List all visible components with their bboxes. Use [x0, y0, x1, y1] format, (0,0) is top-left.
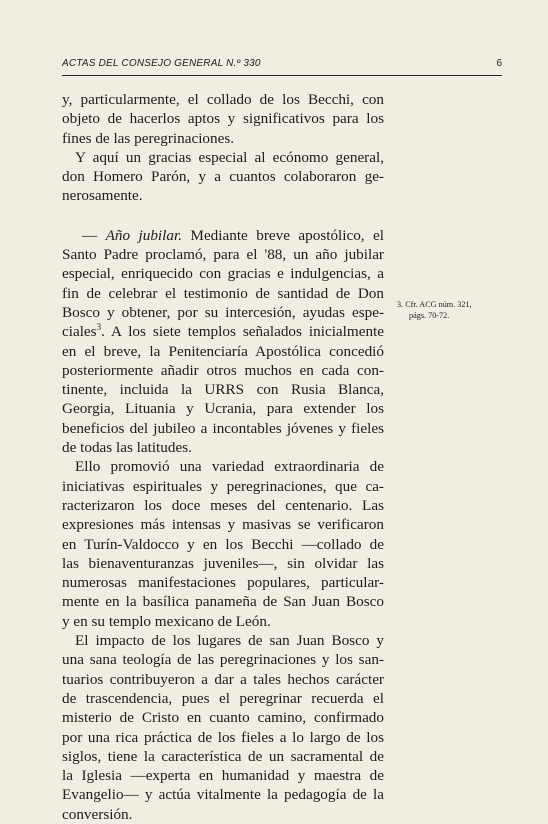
paragraph-2	[62, 148, 384, 206]
text-line: una sana teología de las peregrinaciones y los san-	[62, 651, 384, 669]
footnote-line: 3. Cfr. ACG núm. 321,	[397, 300, 472, 309]
text-line: racterizaron los doce meses del centenario. Las	[62, 496, 384, 514]
text-line: y en su templo mexicano de León.	[62, 612, 271, 630]
text-line: mente en la basílica panameña de San Juan Bosco	[62, 593, 384, 611]
text-line: Santo Padre proclamó, para el '88, un año jubilar	[62, 246, 384, 264]
text-line: Georgia, Lituania y Ucrania, para extender los	[62, 400, 384, 418]
text-line: de todas las latitudes.	[62, 439, 192, 457]
header-title: ACTAS DEL CONSEJO GENERAL N.º 330	[62, 58, 261, 69]
text-line: fines de las peregrinaciones.	[62, 129, 235, 147]
text-line: expresiones más intensas y masivas se verificaron	[62, 516, 384, 534]
text-line: de trascendencia, pues el peregrinar recuerda el	[62, 689, 384, 707]
text-line: por una rica práctica de los fieles a lo largo de los	[62, 728, 384, 746]
text-line: especial, enriquecido con gracias e indulgencias, a	[62, 265, 384, 283]
text-line: iniciativas espirituales y peregrinaciones, que ca-	[62, 477, 384, 495]
text-line: en el breve, la Penitenciaría Apostólica concedió	[62, 342, 384, 360]
text-line: Bosco y obtener, por su intercesión, ayudas espe-	[62, 303, 384, 321]
text-line: objeto de hacerlos aptos y significativos para los	[62, 110, 384, 128]
text-line: misterio de Cristo en cuanto camino, confirmado	[62, 709, 384, 727]
paragraph-4	[62, 457, 384, 631]
text-line: en Turín-Valdocco y en los Becchi —collado de	[62, 535, 384, 553]
running-header	[62, 57, 502, 76]
footnote-ref: 3	[96, 322, 102, 333]
line-rest: . A los siete templos señalados inicialmente	[101, 323, 384, 341]
page-number: 6	[496, 58, 502, 69]
text-line: las bienaventuranzas juveniles—, sin olvidar las	[62, 554, 384, 572]
text-line: don Homero Parón, y a cuantos colaboraron ge-	[62, 168, 384, 186]
text-line: posteriormente añadir otros muchos en cada con-	[62, 361, 384, 379]
paragraph-1	[62, 90, 384, 148]
paragraph-jubilee-year	[62, 226, 384, 458]
text-line: tinente, incluida la URRS con Rusia Blanca,	[62, 381, 384, 399]
text-line: Evangelio— y actúa vitalmente la pedagogía de la	[62, 786, 384, 804]
text-line: Y aquí un gracias especial al ecónomo general,	[75, 148, 384, 166]
body-text	[62, 90, 384, 824]
footnote-line: págs. 70-72.	[409, 311, 450, 320]
text-line: siglos, tiene la característica de un sacramental de	[62, 747, 384, 765]
text-line	[62, 226, 384, 245]
em-dash: —	[82, 226, 106, 244]
line-start: ciales	[62, 323, 97, 341]
margin-footnote	[397, 299, 507, 321]
text-line: numerosas manifestaciones populares, particular-	[62, 574, 384, 592]
text-line: fin de celebrar el testimonio de santidad de Don	[62, 284, 384, 302]
text-line: Ello promovió una variedad extraordinaria de	[75, 458, 384, 476]
text-line: la Iglesia —experta en humanidad y maestra de	[62, 767, 384, 785]
text-line: conversión.	[62, 805, 133, 823]
text-line: tuarios contribuyeron a dar a tales hechos carácter	[62, 670, 384, 688]
section-gap	[62, 206, 384, 226]
line-rest: Mediante breve apostólico, el	[182, 226, 385, 244]
paragraph-5	[62, 631, 384, 824]
text-line	[62, 322, 384, 341]
text-line: El impacto de los lugares de san Juan Bosco y	[75, 632, 384, 650]
text-line: y, particularmente, el collado de los Becchi, con	[62, 91, 384, 108]
text-line: nerosamente.	[62, 187, 143, 205]
text-line: beneficios del jubileo a incontables jóvenes y fieles	[62, 419, 384, 437]
section-heading: Año jubilar.	[105, 226, 182, 244]
